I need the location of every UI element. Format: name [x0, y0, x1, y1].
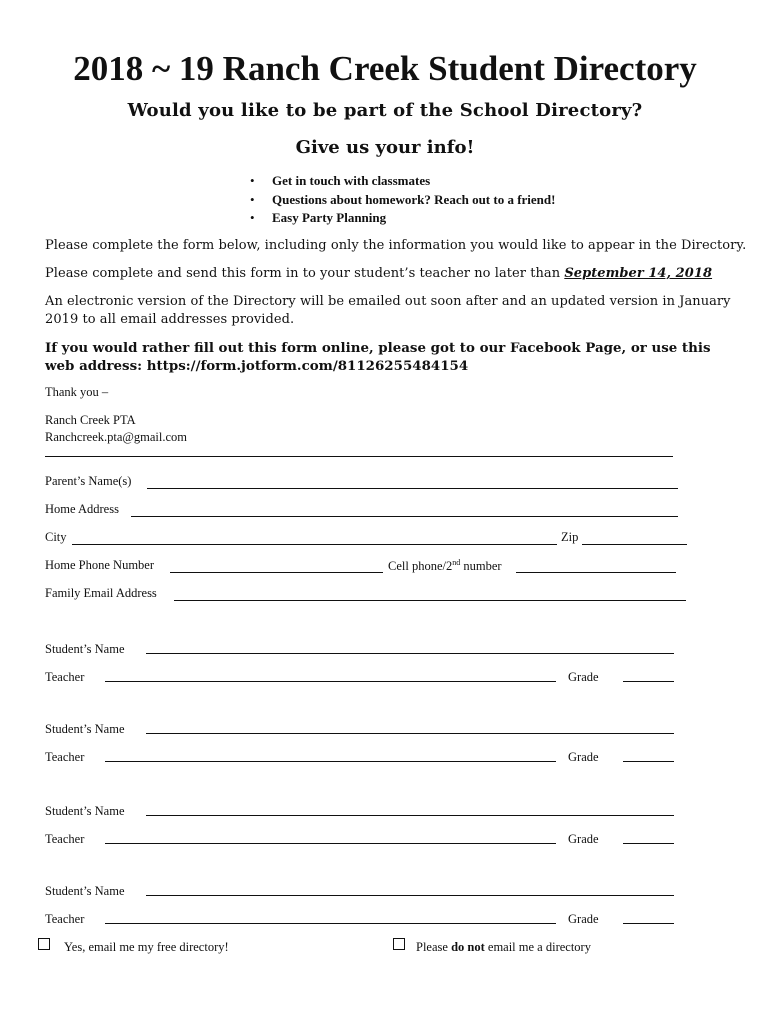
student-name-label: Student’s Name — [45, 722, 125, 736]
call-to-action: Give us your info! — [295, 137, 475, 158]
teacher-label: Teacher — [45, 912, 85, 926]
no-email-checkbox[interactable] — [393, 938, 405, 950]
list-item: • Easy Party Planning — [250, 209, 555, 228]
page-title: 2018 ~ 19 Ranch Creek Student Directory — [73, 49, 697, 88]
zip-field[interactable] — [582, 544, 687, 545]
student-name-label: Student’s Name — [45, 642, 125, 656]
city-field[interactable] — [72, 544, 557, 545]
electronic-version-paragraph: An electronic version of the Directory will be emailed out soon after and an updated version in January 2019 to all email addresses provided. — [45, 294, 731, 327]
student-name-field[interactable] — [146, 733, 674, 734]
cell-phone-field[interactable] — [516, 572, 676, 573]
teacher-label: Teacher — [45, 832, 85, 846]
teacher-label: Teacher — [45, 750, 85, 764]
yes-email-label: Yes, email me my free directory! — [64, 940, 229, 954]
deadline-paragraph: Please complete and send this form in to your student’s teacher no later than September 14, 2018 — [45, 266, 713, 281]
grade-field[interactable] — [623, 843, 674, 844]
teacher-field[interactable] — [105, 843, 556, 844]
online-form-paragraph: If you would rather fill out this form online, please got to our Facebook Page, or use this web address: https://form.jotform.com/81126255484154 — [45, 340, 711, 374]
organization-email: Ranchcreek.pta@gmail.com — [45, 430, 188, 444]
grade-field[interactable] — [623, 681, 674, 682]
home-phone-field[interactable] — [170, 572, 383, 573]
parents-name-field[interactable] — [147, 488, 678, 489]
bullet-icon: • — [250, 191, 255, 207]
grade-field[interactable] — [623, 923, 674, 924]
student-name-label: Student’s Name — [45, 884, 125, 898]
grade-label: Grade — [568, 670, 599, 684]
deadline-date: September 14, 2018 — [564, 266, 713, 281]
grade-field[interactable] — [623, 761, 674, 762]
home-phone-label: Home Phone Number — [45, 558, 155, 572]
zip-label: Zip — [561, 530, 579, 544]
teacher-field[interactable] — [105, 681, 556, 682]
student-name-field[interactable] — [146, 653, 674, 654]
grade-label: Grade — [568, 750, 599, 764]
teacher-field[interactable] — [105, 923, 556, 924]
student-name-field[interactable] — [146, 895, 674, 896]
home-address-label: Home Address — [45, 502, 119, 516]
teacher-field[interactable] — [105, 761, 556, 762]
grade-label: Grade — [568, 832, 599, 846]
instructions-paragraph: Please complete the form below, including only the information you would like to appear in the Directory. — [45, 238, 747, 253]
city-label: City — [45, 530, 67, 544]
cell-phone-label: Cell phone/2nd number — [388, 558, 502, 574]
benefits-list — [250, 172, 555, 228]
yes-email-checkbox[interactable] — [38, 938, 50, 950]
page-subtitle: Would you like to be part of the School Directory? — [127, 100, 643, 121]
bullet-icon: • — [250, 173, 255, 188]
teacher-label: Teacher — [45, 670, 85, 684]
thank-you-text: Thank you – — [45, 385, 109, 399]
family-email-field[interactable] — [174, 600, 686, 601]
parents-name-label: Parent’s Name(s) — [45, 474, 132, 488]
student-name-field[interactable] — [146, 815, 674, 816]
section-divider — [45, 456, 673, 457]
list-item: • Questions about homework? Reach out to a friend! — [250, 191, 555, 210]
list-item: • Get in touch with classmates — [250, 172, 555, 191]
student-name-label: Student’s Name — [45, 804, 125, 818]
bullet-icon: • — [250, 210, 255, 225]
grade-label: Grade — [568, 912, 599, 926]
no-email-label: Please do not email me a directory — [416, 940, 591, 954]
family-email-label: Family Email Address — [45, 586, 157, 600]
organization-name: Ranch Creek PTA — [45, 413, 136, 427]
home-address-field[interactable] — [131, 516, 678, 517]
